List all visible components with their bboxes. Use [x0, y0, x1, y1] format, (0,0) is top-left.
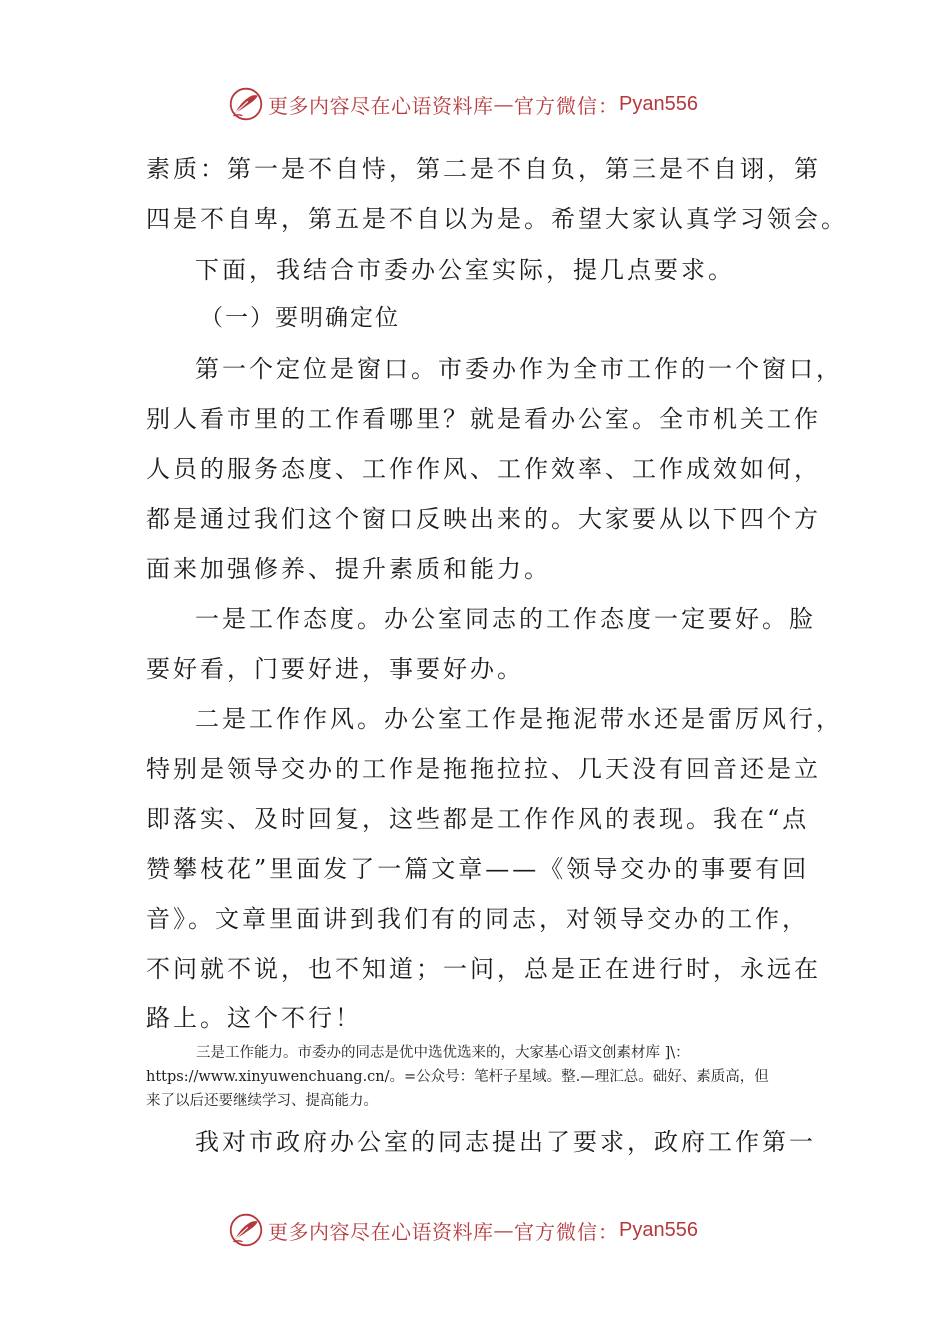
- banner-wechat-id: Pyan556: [619, 1218, 698, 1241]
- paragraph-line: 都是通过我们这个窗口反映出来的。大家要从以下四个方: [146, 505, 821, 533]
- banner-dash: —: [493, 1218, 514, 1242]
- header-banner: [228, 84, 698, 124]
- paragraph-line: 第一个定位是窗口。市委办作为全市工作的一个窗口，: [195, 355, 843, 383]
- paragraph-line: 路上。这个不行！: [146, 1004, 362, 1032]
- paragraph-line: 特别是领导交办的工作是拖拖拉拉、几天没有回音还是立: [146, 755, 821, 783]
- paragraph-line: 要好看，门要好进，事要好办。: [146, 655, 524, 683]
- paragraph-line: 面来加强修养、提升素质和能力。: [146, 555, 551, 583]
- banner-text: 更多内容尽在心语资料库: [268, 93, 494, 118]
- paragraph-line: 赞攀枝花”里面发了一篇文章——《领导交办的事要有回: [146, 855, 810, 883]
- paragraph-line: 素质：第一是不自恃，第二是不自负，第三是不自诩，第: [146, 155, 821, 183]
- paragraph-line: 四是不自卑，第五是不自以为是。希望大家认真学习领会。: [146, 205, 848, 233]
- paragraph-line: 下面，我结合市委办公室实际，提几点要求。: [195, 256, 735, 284]
- paragraph-line: 音》。文章里面讲到我们有的同志，对领导交办的工作，: [146, 905, 809, 933]
- pen-logo-icon: [228, 86, 264, 122]
- banner-wechat-id: Pyan556: [619, 92, 698, 115]
- small-text-line: https://www.xinyuwenchuang.cn/。=公众号：笔杆子星域。整.—理汇总。础好、素质高，但: [146, 1069, 769, 1085]
- paragraph-line: 别人看市里的工作看哪里？就是看办公室。全市机关工作: [146, 405, 821, 433]
- paragraph-line: 不问就不说，也不知道；一问，总是正在进行时，永远在: [146, 955, 821, 983]
- small-text-line: 来了以后还要继续学习、提高能力。: [146, 1093, 378, 1109]
- banner-wechat-label: 官方微信：: [514, 1219, 619, 1244]
- banner-wechat-label: 官方微信：: [514, 93, 619, 118]
- footer-banner: [228, 1210, 698, 1250]
- section-heading: （一）要明确定位: [200, 305, 400, 331]
- paragraph-line: 我对市政府办公室的同志提出了要求，政府工作第一: [195, 1128, 816, 1156]
- small-text-line: 三是工作能力。市委办的同志是优中选优选来的，大家基心语文创素材库 ]\：: [196, 1045, 690, 1061]
- banner-dash: —: [493, 92, 514, 116]
- pen-logo-icon: [228, 1212, 264, 1248]
- banner-text: 更多内容尽在心语资料库: [268, 1219, 494, 1244]
- paragraph-line: 一是工作态度。办公室同志的工作态度一定要好。脸: [195, 605, 816, 633]
- paragraph-line: 二是工作作风。办公室工作是拖泥带水还是雷厉风行，: [195, 705, 843, 733]
- paragraph-line: 人员的服务态度、工作作风、工作效率、工作成效如何，: [146, 455, 821, 483]
- paragraph-line: 即落实、及时回复，这些都是工作作风的表现。我在“点: [146, 805, 810, 833]
